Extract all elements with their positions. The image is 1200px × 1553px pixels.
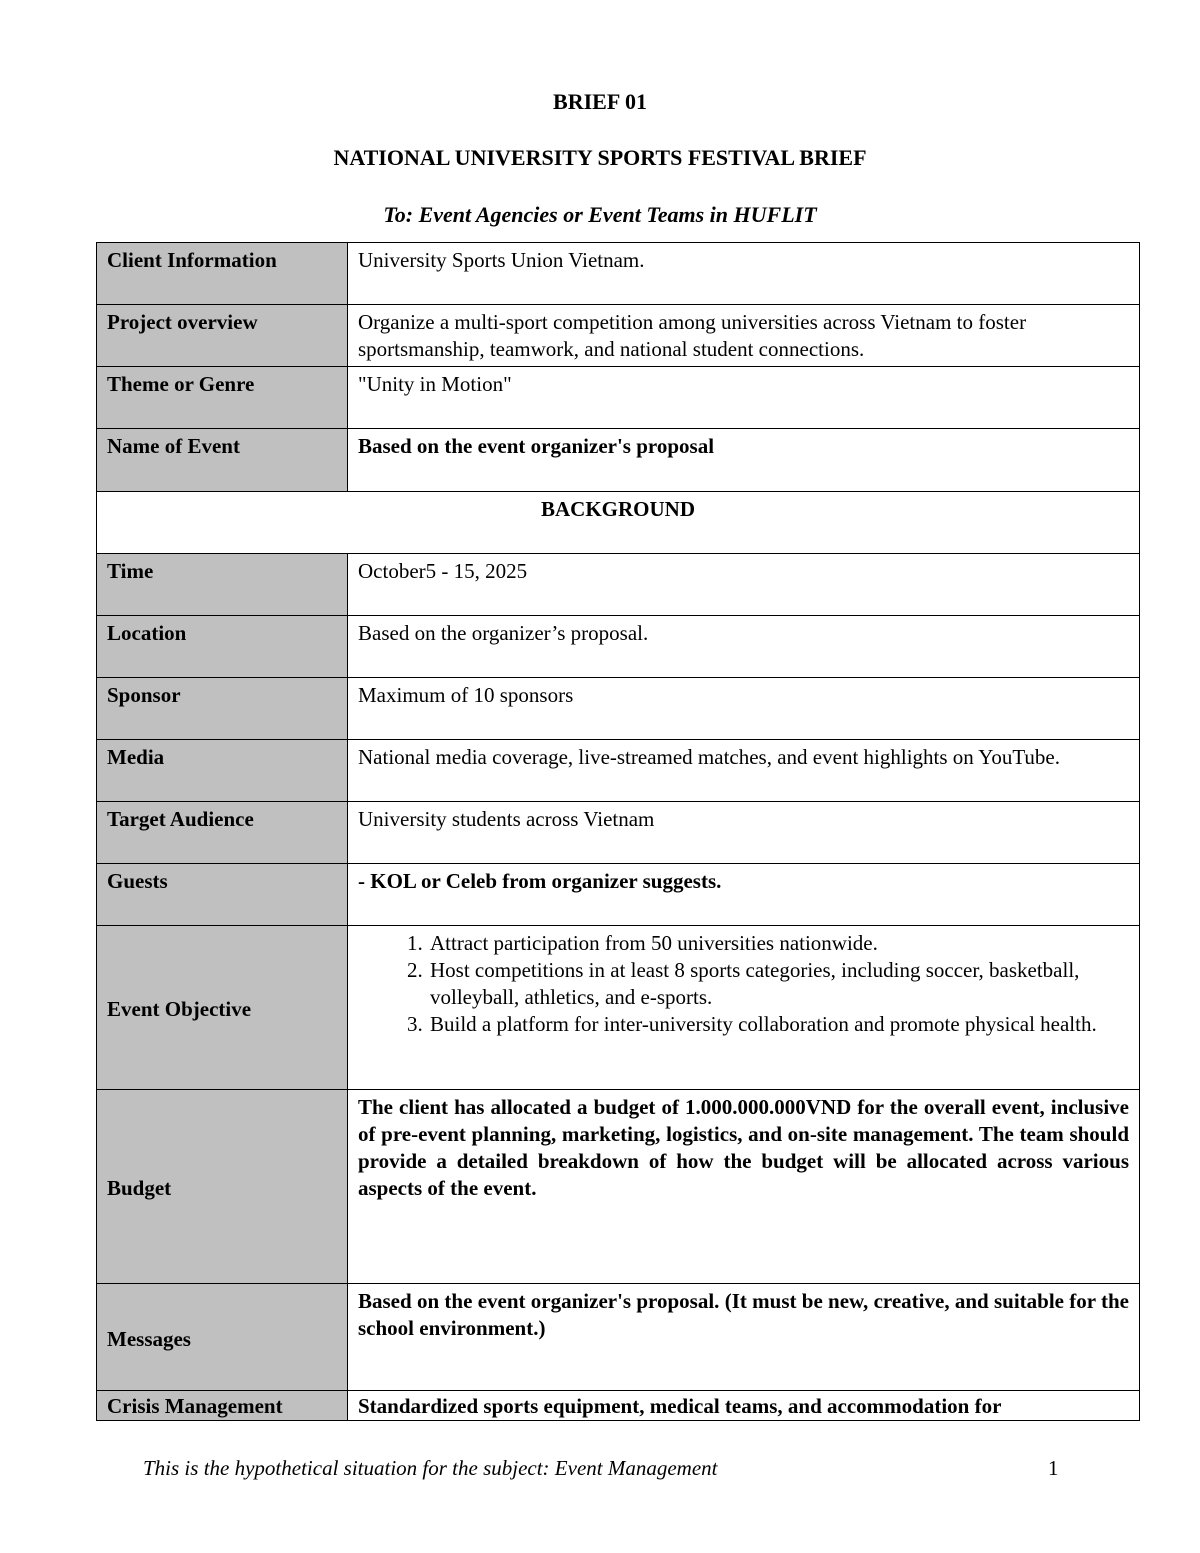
row-overview <box>97 305 1140 367</box>
label-media: Media <box>97 740 348 802</box>
label-target-audience: Target Audience <box>97 802 348 864</box>
row-background-heading <box>97 492 1140 554</box>
row-audience <box>97 802 1140 864</box>
value-event-objective <box>348 926 1140 1090</box>
label-time: Time <box>97 554 348 616</box>
footer-note: This is the hypothetical situation for the subject: Event Management <box>143 1456 718 1480</box>
label-project-overview: Project overview <box>97 305 348 367</box>
value-messages: Based on the event organizer's proposal. (It must be new, creative, and suitable for the school environment.) <box>348 1284 1140 1391</box>
label-event-name: Name of Event <box>97 429 348 492</box>
label-messages: Messages <box>97 1284 348 1391</box>
page-number: 1 <box>1048 1456 1059 1480</box>
brief-number: BRIEF 01 <box>553 89 647 114</box>
objective-item: 1. Attract participation from 50 universities nationwide. <box>428 930 1129 957</box>
row-guests <box>97 864 1140 926</box>
row-objective <box>97 926 1140 1090</box>
objective-item: 2. Host competitions in at least 8 sports categories, including soccer, basketball, volleyball, athletics, and e-sports. <box>428 957 1129 1011</box>
objective-list <box>358 930 1129 1038</box>
brief-table <box>96 242 1140 1421</box>
row-theme <box>97 367 1140 429</box>
value-guests: - KOL or Celeb from organizer suggests. <box>348 864 1140 926</box>
value-crisis-management: Standardized sports equipment, medical teams, and accommodation for <box>348 1391 1140 1421</box>
row-event-name <box>97 429 1140 492</box>
value-event-name: Based on the event organizer's proposal <box>348 429 1140 492</box>
label-crisis-management: Crisis Management <box>97 1391 348 1421</box>
value-budget: The client has allocated a budget of 1.000.000.000VND for the overall event, inclusive of pre-event planning, marketing, logistics, and on-site management. The team should provide a detailed breakdown of how the budget will be allocated across various aspects of the event. <box>348 1090 1140 1284</box>
row-client <box>97 243 1140 305</box>
label-theme: Theme or Genre <box>97 367 348 429</box>
label-location: Location <box>97 616 348 678</box>
label-event-objective: Event Objective <box>97 926 348 1090</box>
label-guests: Guests <box>97 864 348 926</box>
row-budget <box>97 1090 1140 1284</box>
background-heading: BACKGROUND <box>97 492 1140 554</box>
row-media <box>97 740 1140 802</box>
row-time <box>97 554 1140 616</box>
value-project-overview: Organize a multi-sport competition among universities across Vietnam to foster sportsmanship, teamwork, and national student connections. <box>348 305 1140 367</box>
row-sponsor <box>97 678 1140 740</box>
label-sponsor: Sponsor <box>97 678 348 740</box>
row-crisis <box>97 1391 1140 1421</box>
row-location <box>97 616 1140 678</box>
row-messages <box>97 1284 1140 1391</box>
objective-item: 3. Build a platform for inter-university collaboration and promote physical health. <box>428 1011 1129 1038</box>
value-media: National media coverage, live-streamed matches, and event highlights on YouTube. <box>348 740 1140 802</box>
value-target-audience: University students across Vietnam <box>348 802 1140 864</box>
label-client-information: Client Information <box>97 243 348 305</box>
value-location: Based on the organizer’s proposal. <box>348 616 1140 678</box>
value-sponsor: Maximum of 10 sponsors <box>348 678 1140 740</box>
recipient-line: To: Event Agencies or Event Teams in HUFLIT <box>383 202 817 227</box>
value-theme: "Unity in Motion" <box>348 367 1140 429</box>
value-client-information: University Sports Union Vietnam. <box>348 243 1140 305</box>
document-title: NATIONAL UNIVERSITY SPORTS FESTIVAL BRIEF <box>333 145 867 170</box>
value-time: October5 - 15, 2025 <box>348 554 1140 616</box>
label-budget: Budget <box>97 1090 348 1284</box>
